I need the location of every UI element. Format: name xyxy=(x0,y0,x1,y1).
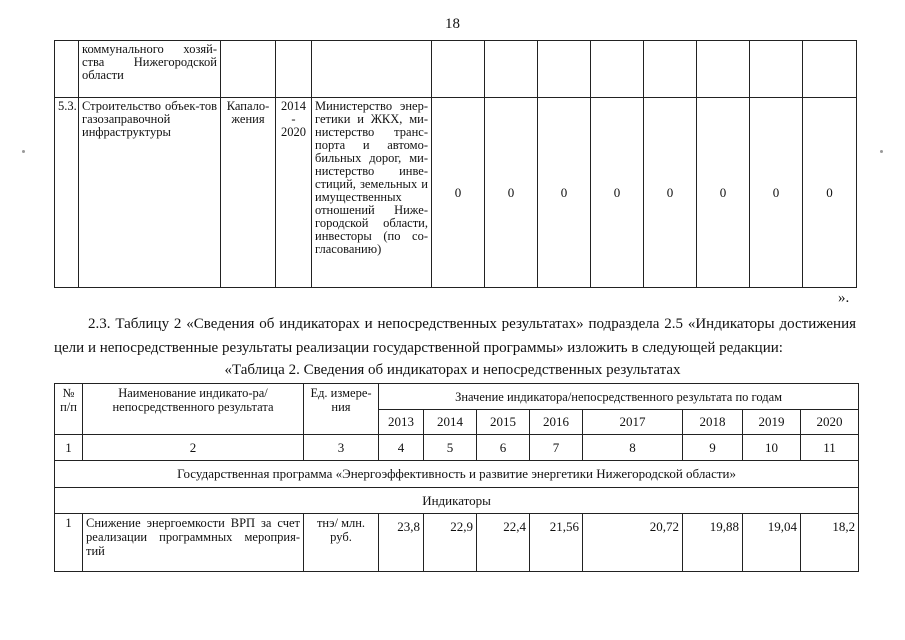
amendment-paragraph: 2.3. Таблицу 2 «Сведения об индикаторах и непосредственных результатах» подраздела 2.5 «Индикаторы достижения цели и непосредственные результаты реализации государственной программы» изложить в следующей редакции: xyxy=(54,316,856,356)
year-header: 2014 xyxy=(424,410,477,435)
indicator-unit: тнэ/ млн. руб. xyxy=(304,514,379,572)
column-number: 2 xyxy=(83,435,304,461)
value-cell: 0 xyxy=(803,98,857,288)
value-cell: 0 xyxy=(485,98,538,288)
column-number: 9 xyxy=(683,435,743,461)
column-number: 6 xyxy=(477,435,530,461)
value-cell: 0 xyxy=(750,98,803,288)
table-row xyxy=(55,41,857,98)
table-caption: «Таблица 2. Сведения об индикаторах и непосредственных результатах xyxy=(224,362,681,378)
year-header: 2016 xyxy=(530,410,583,435)
column-number: 10 xyxy=(743,435,801,461)
section-title: Индикаторы xyxy=(55,488,859,514)
value-cell: 0 xyxy=(538,98,591,288)
column-number: 3 xyxy=(304,435,379,461)
column-number: 8 xyxy=(583,435,683,461)
column-number-row xyxy=(55,435,859,461)
measures-table-continuation xyxy=(54,40,857,288)
year-header: 2019 xyxy=(743,410,801,435)
column-number: 4 xyxy=(379,435,424,461)
year-header: 2013 xyxy=(379,410,424,435)
value-cell: 0 xyxy=(591,98,644,288)
value-cell: 0 xyxy=(697,98,750,288)
year-header: 2015 xyxy=(477,410,530,435)
column-number: 5 xyxy=(424,435,477,461)
program-title: Государственная программа «Энергоэффективность и развитие энергетики Нижегородской области» xyxy=(55,461,859,488)
table-header-row xyxy=(55,384,859,410)
year-header: 2017 xyxy=(583,410,683,435)
scan-speck xyxy=(880,150,883,153)
prev-row-name: коммунального хозяй-ства Нижегородской области xyxy=(79,41,221,98)
header-values: Значение индикатора/непосредственного результата по годам xyxy=(379,384,859,410)
table-row xyxy=(55,514,859,572)
value-cell: 21,56 xyxy=(530,514,583,572)
program-row xyxy=(55,461,859,488)
column-number: 1 xyxy=(55,435,83,461)
value-cell: 19,04 xyxy=(743,514,801,572)
row-number: 5.3. xyxy=(55,98,79,288)
closing-quote: ». xyxy=(838,290,850,306)
value-cell: 0 xyxy=(432,98,485,288)
column-number: 11 xyxy=(801,435,859,461)
year-header: 2018 xyxy=(683,410,743,435)
year-header: 2020 xyxy=(801,410,859,435)
page-number: 18 xyxy=(445,16,460,32)
header-unit: Ед. измере-ния xyxy=(304,384,379,435)
measure-type: Капало-жения xyxy=(221,98,276,288)
measure-years: 2014 - 2020 xyxy=(276,98,312,288)
row-number: 1 xyxy=(55,514,83,572)
indicator-name: Снижение энергоемкости ВРП за счет реализации программных мероприя-тий xyxy=(83,514,304,572)
header-name: Наименование индикато-ра/непосредственного результата xyxy=(83,384,304,435)
value-cell: 19,88 xyxy=(683,514,743,572)
value-cell: 20,72 xyxy=(583,514,683,572)
value-cell: 22,4 xyxy=(477,514,530,572)
value-cell: 22,9 xyxy=(424,514,477,572)
value-cell: 23,8 xyxy=(379,514,424,572)
measure-executor: Министерство энер-гетики и ЖКХ, ми-нистерство транс-порта и автомо-бильных дорог, ми-нистерство инве-стиций, земельных и имущественных отношений Ниже-городской области, инвесторы (по со-гласованию) xyxy=(312,98,432,288)
header-number: № п/п xyxy=(55,384,83,435)
scan-speck xyxy=(22,150,25,153)
measure-name: Строительство объек-тов газозаправочной инфраструктуры xyxy=(79,98,221,288)
table-row xyxy=(55,98,857,288)
value-cell: 0 xyxy=(644,98,697,288)
column-number: 7 xyxy=(530,435,583,461)
indicators-table xyxy=(54,383,859,572)
value-cell: 18,2 xyxy=(801,514,859,572)
section-row xyxy=(55,488,859,514)
